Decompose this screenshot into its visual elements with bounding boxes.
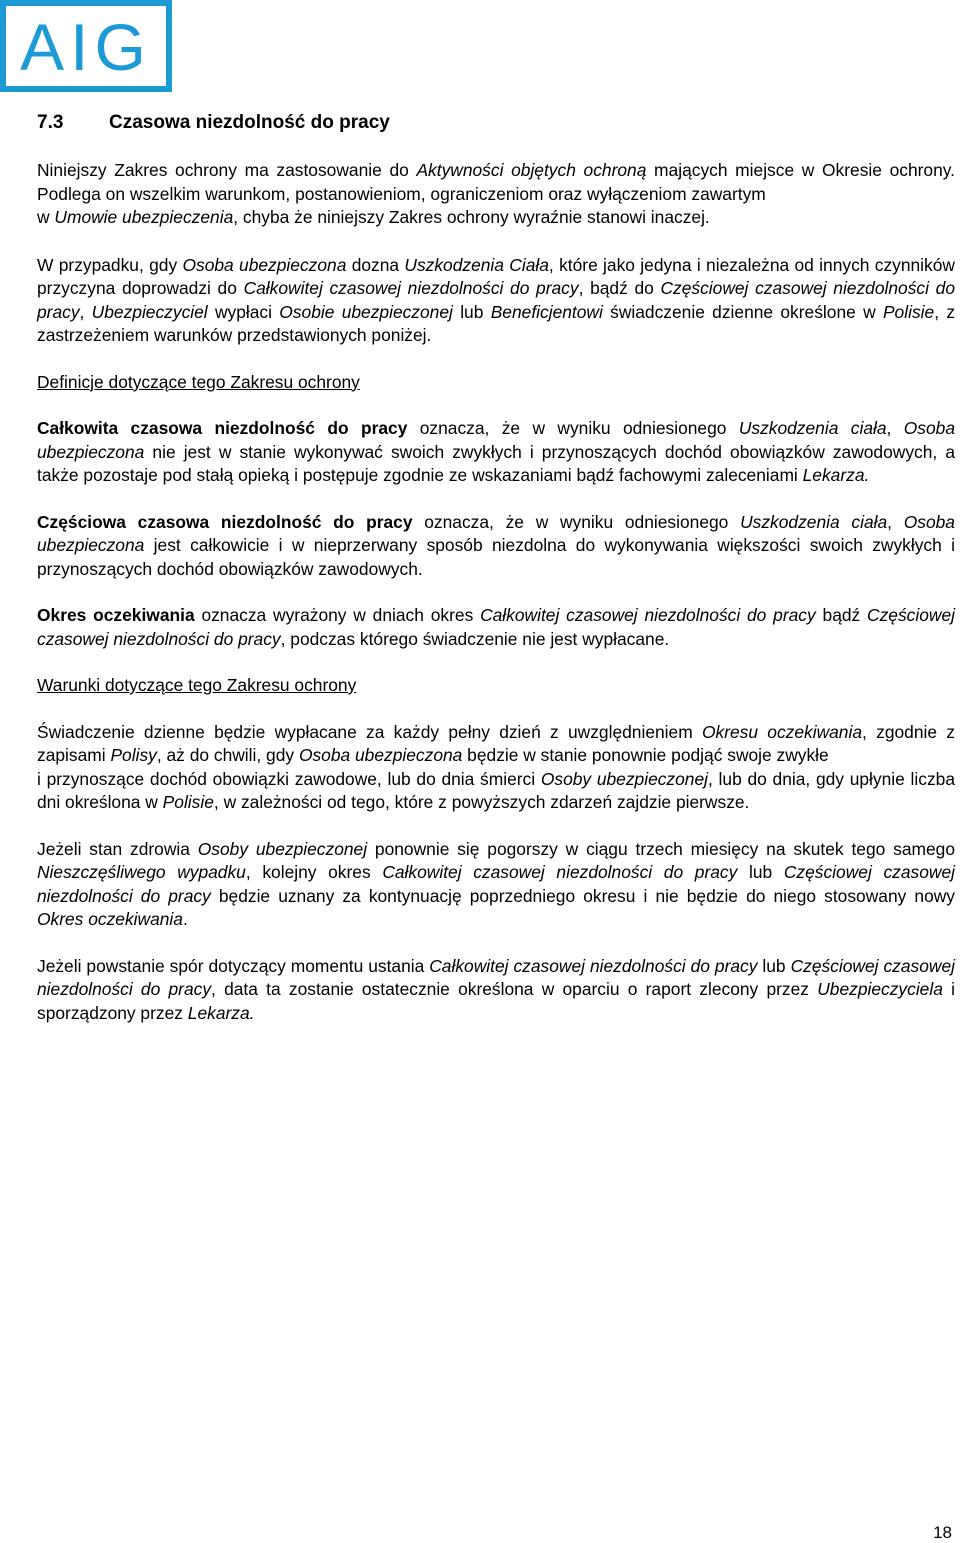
definitions-heading: Definicje dotyczące tego Zakresu ochrony: [37, 371, 360, 392]
section-title: Czasowa niezdolność do pracy: [109, 112, 390, 133]
document-body: [37, 110, 955, 1025]
definition-total-incapacity: Całkowita czasowa niezdolność do pracy oznacza, że w wyniku odniesionego Uszkodzenia ciała, Osoba ubezpieczona nie jest w stanie wykonywać swoich zwykłych i przynoszących dochód obowiązków zawodowych, a także pozostaje pod stałą opieką i postępuje zgodnie ze wskazaniami bądź fachowymi zaleceniami Lekarza.: [37, 418, 955, 485]
condition-dispute: Jeżeli powstanie spór dotyczący momentu ustania Całkowitej czasowej niezdolności do pracy lub Częściowej czasowej niezdolności do pracy, data ta zostanie ostatecznie określona w oparciu o raport zlecony przez Ubezpieczyciela i sporządzony przez Lekarza.: [37, 955, 955, 1023]
definition-waiting-period: Okres oczekiwania oznacza wyrażony w dniach okres Całkowitej czasowej niezdolności do pracy bądź Częściowej czasowej niezdolności do pracy, podczas którego świadczenie nie jest wypłacane.: [37, 605, 955, 649]
page-number: 18: [933, 1523, 952, 1542]
intro-paragraph: Niniejszy Zakres ochrony ma zastosowanie do Aktywności objętych ochroną mających miejsce w Okresie ochrony. Podlega on wszelkim warunkom, postanowieniom, ograniczeniom oraz wyłączeniom zawartym w Umowie ubezpieczenia, chyba że niniejszy Zakres ochrony wyraźnie stanowi inaczej.: [37, 160, 955, 227]
section-heading: [37, 110, 955, 136]
condition-daily-benefit: Świadczenie dzienne będzie wypłacane za każdy pełny dzień z uwzględnieniem Okresu oczekiwania, zgodnie z zapisami Polisy, aż do chwili, gdy Osoba ubezpieczona będzie w stanie ponownie podjąć swoje zwykłe i przynoszące dochód obowiązki zawodowe, lub do dnia śmierci Osoby ubezpieczonej, lub do dnia, gdy upłynie liczba dni określona w Polisie, w zależności od tego, które z powyższych zdarzeń zajdzie pierwsze.: [37, 721, 956, 812]
section-number: 7.3: [37, 112, 64, 133]
logo-text: AIG: [20, 10, 152, 84]
coverage-paragraph: W przypadku, gdy Osoba ubezpieczona dozna Uszkodzenia Ciała, które jako jedyna i niezależna od innych czynników przyczyna doprowadzi do Całkowitej czasowej niezdolności do pracy, bądź do Częściowej czasowej niezdolności do pracy, Ubezpieczyciel wypłaci Osobie ubezpieczonej lub Beneficjentowi świadczenie dzienne określone w Polisie, z zastrzeżeniem warunków przedstawionych poniżej.: [37, 254, 956, 345]
aig-logo: [0, 0, 172, 92]
conditions-heading: Warunki dotyczące tego Zakresu ochrony: [37, 675, 357, 695]
definition-partial-incapacity: Częściowa czasowa niezdolność do pracy oznacza, że w wyniku odniesionego Uszkodzenia ciała, Osoba ubezpieczona jest całkowicie i w nieprzerwany sposób niezdolna do wykonywania większości swoich zwykłych i przynoszących dochód obowiązków zawodowych.: [37, 511, 955, 579]
condition-relapse: Jeżeli stan zdrowia Osoby ubezpieczonej ponownie się pogorszy w ciągu trzech miesięcy na skutek tego samego Nieszczęśliwego wypadku, kolejny okres Całkowitej czasowej niezdolności do pracy lub Częściowej czasowej niezdolności do pracy będzie uznany za kontynuację poprzedniego okresu i nie będzie do niego stosowany nowy Okres oczekiwania.: [37, 838, 955, 929]
